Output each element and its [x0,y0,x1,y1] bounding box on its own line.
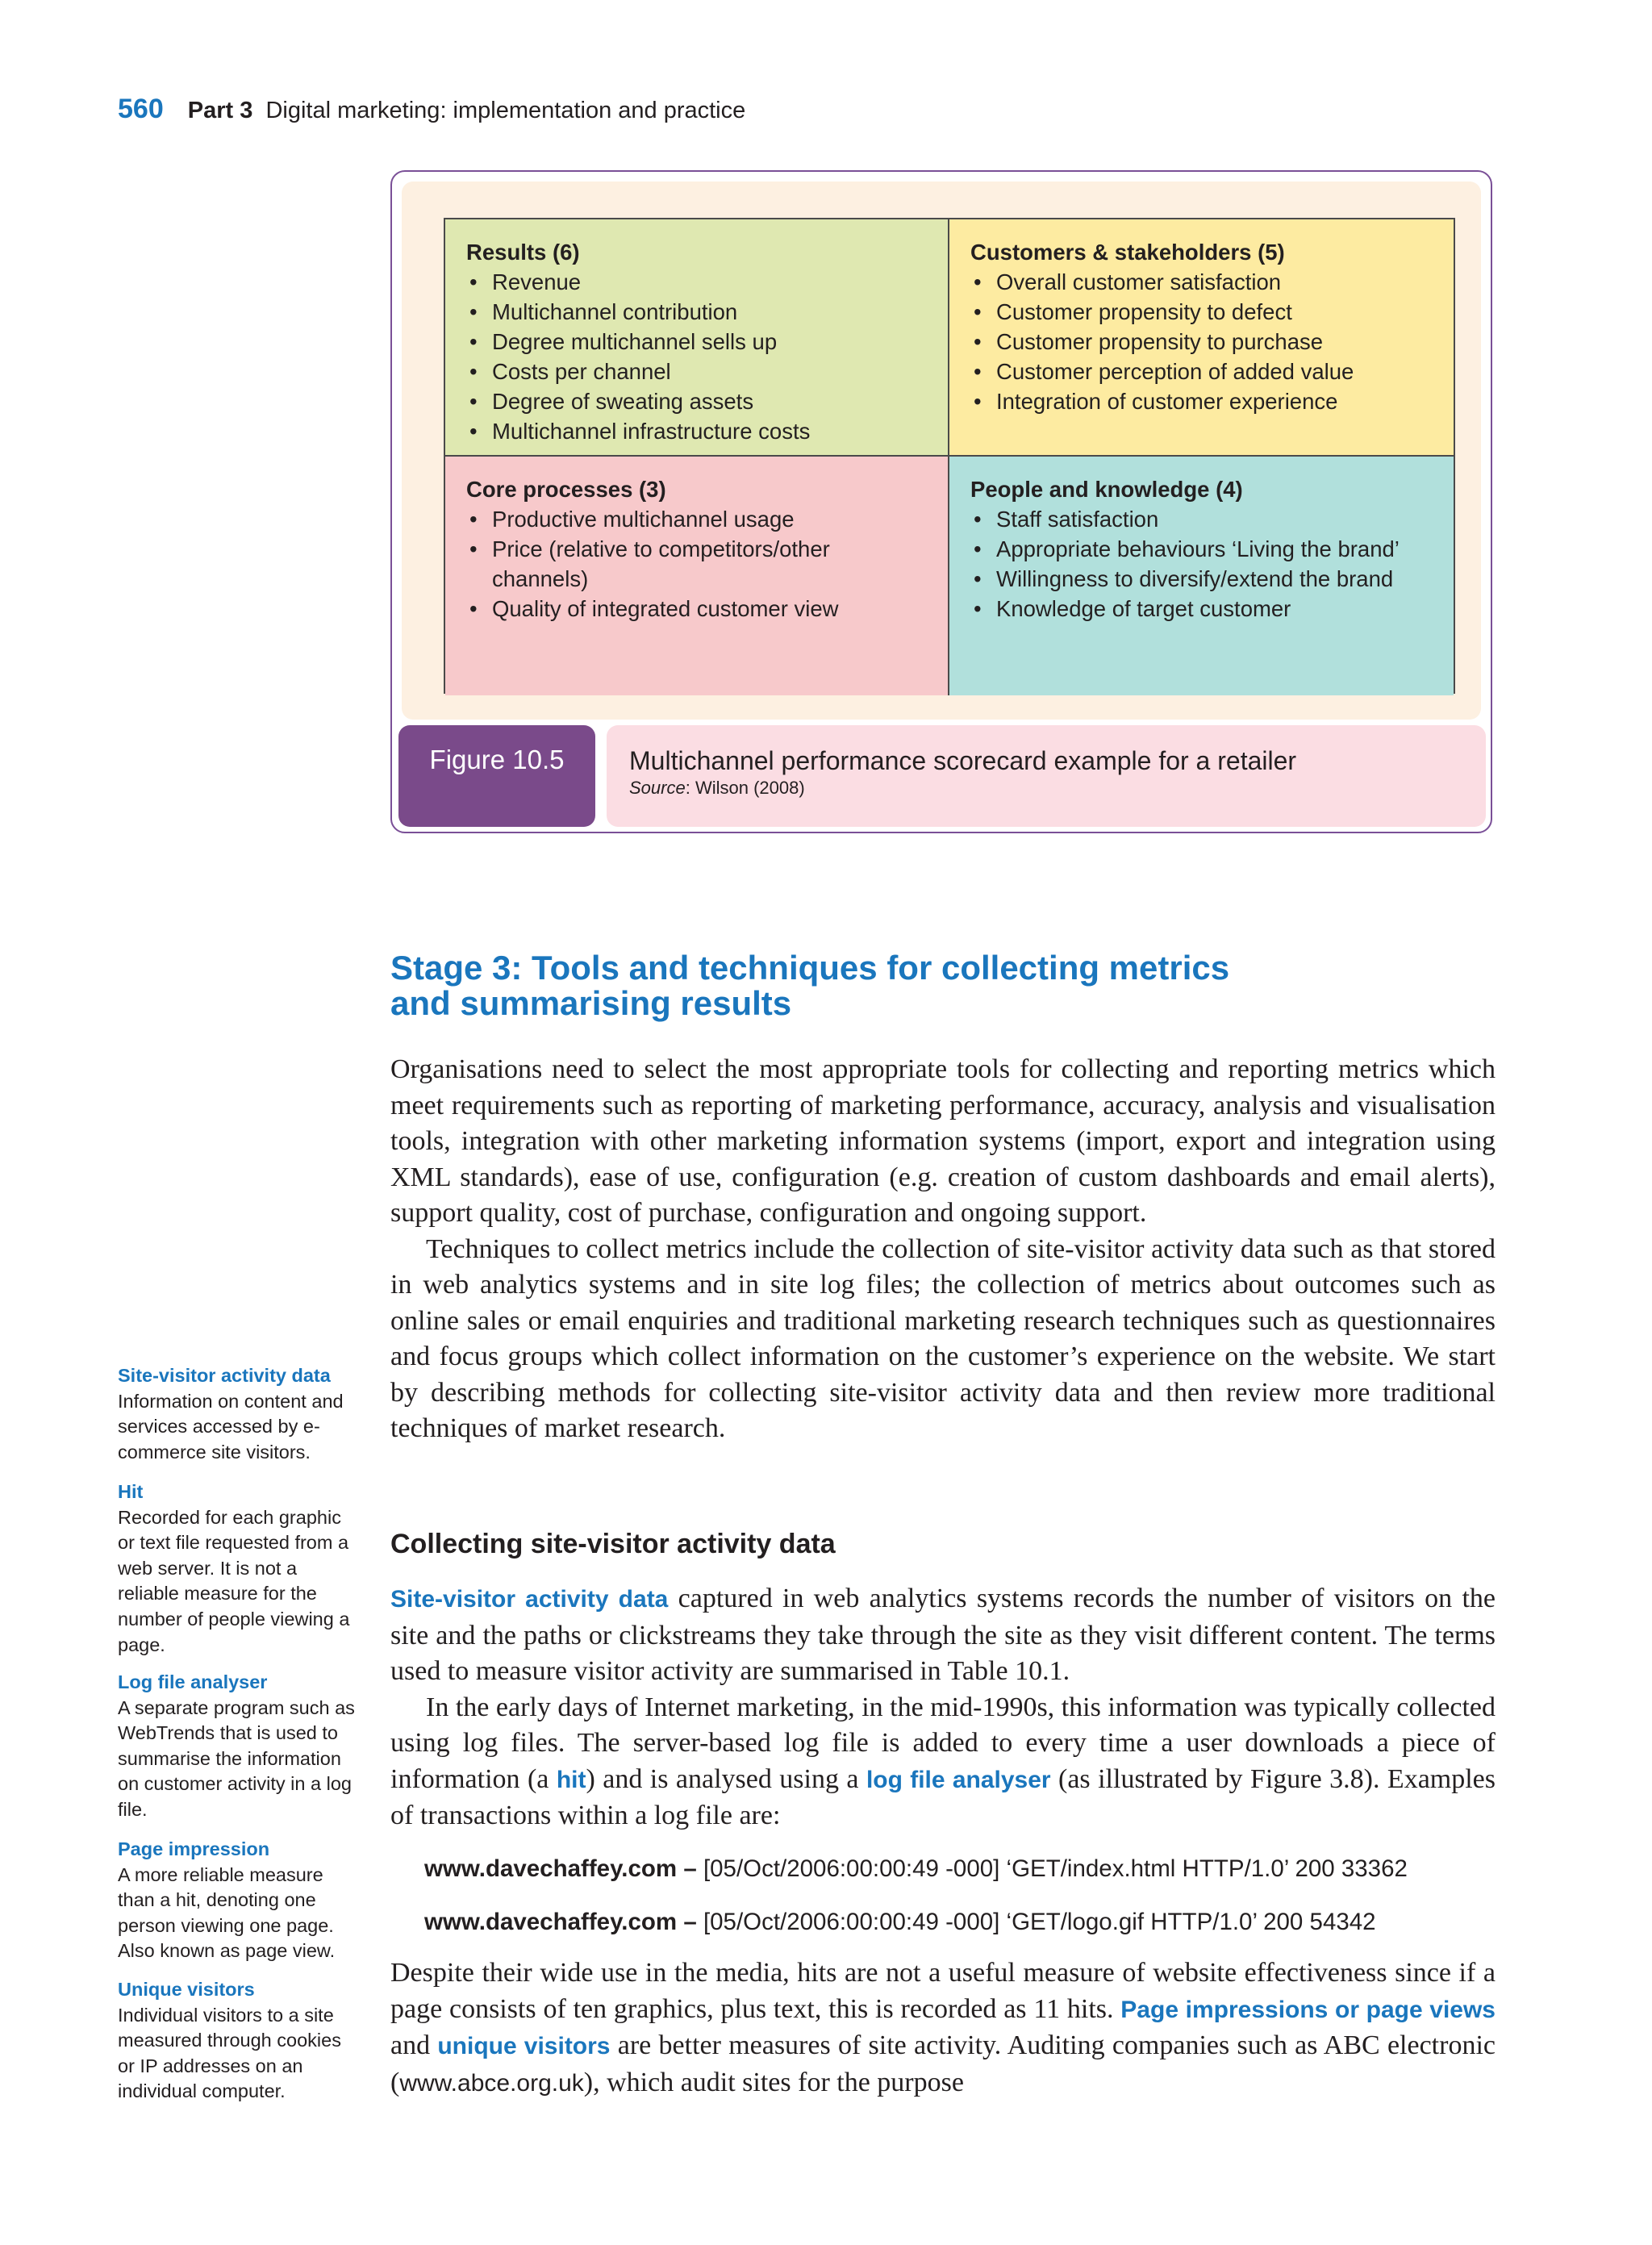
running-head [118,94,745,125]
quadrant-results [445,219,949,457]
log-line: www.davechaffey.com – [05/Oct/2006:00:00:49 -000] ‘GET/index.html HTTP/1.0’ 200 33362 [424,1855,1408,1882]
list-item: • Integration of customer experience [970,386,1437,416]
glossary-entry [118,1363,360,1465]
paragraph: In the early days of Internet marketing, in the mid-1990s, this information was typically collected using log files. The server-based log file is added to every time a user downloads a piece of information (a hit) and is analysed using a log file analyser (as illustrated by Figure 3.8). Examples of transactions within a log file are: [390,1692,1496,1830]
list-item: • Degree multichannel sells up [466,327,932,357]
quadrant-title: Core processes (3) [466,477,666,502]
paragraph: Organisations need to select the most appropriate tools for collecting and reporting metrics which meet requirements such as reporting of marketing performance, accuracy, analysis and visualisation tools, integration with other marketing information systems (import, export and integration using XML standards), ease of use, configuration (e.g. creation of custom dashboards and email alerts), support quality, cost of purchase, configuration and ongoing support. [390,1054,1496,1228]
section-heading-line1: Stage 3: Tools and techniques for collecting metrics [390,949,1230,987]
page-number: 560 [118,94,164,124]
glossary-definition: A separate program such as WebTrends that is used to summarise the information on customer activity in a log file. [118,1696,355,1820]
figure-label: Figure 10.5 [398,725,595,827]
glossary-definition: Recorded for each graphic or text file requested from a web server. It is not a reliable measure for the number of people viewing a page. [118,1506,350,1655]
glossary-definition: Information on content and services accessed by e-commerce site visitors. [118,1390,344,1463]
quadrant-people-knowledge [949,457,1454,695]
list-item: • Customer propensity to defect [970,297,1437,327]
list-item: • Revenue [466,267,932,297]
body-text-block-2 [390,1581,1496,1834]
subheading: Collecting site-visitor activity data [390,1529,836,1559]
part-title: Digital marketing: implementation and practice [265,98,746,123]
key-term: hit [556,1766,586,1793]
part-label: Part 3 [187,98,253,123]
source-label: Source [629,778,686,798]
list-item: • Appropriate behaviours ‘Living the brand’ [970,534,1437,564]
key-term: Site-visitor activity data [390,1586,669,1613]
list-item: • Productive multichannel usage [466,504,932,534]
glossary-entry [118,1479,360,1658]
source-text: : Wilson (2008) [685,778,805,798]
log-line: www.davechaffey.com – [05/Oct/2006:00:00:49 -000] ‘GET/logo.gif HTTP/1.0’ 200 54342 [424,1909,1376,1935]
paragraph: Despite their wide use in the media, hits are not a useful measure of website effectiveness since if a page consists of ten graphics, plus text, this is recorded as 11 hits. Page impressions or page views and unique visitors are better measures of site activity. Auditing companies such as ABC electronic (www.abce.org.uk), which audit sites for the purpose [390,1958,1496,2097]
list-item: • Quality of integrated customer view [466,594,932,624]
list-item: • Price (relative to competitors/other channels) [466,534,932,594]
list-item: • Degree of sweating assets [466,386,932,416]
body-text-block-1 [390,1052,1496,1447]
quadrant-title: Results (6) [466,240,580,265]
list-item: • Customer perception of added value [970,357,1437,386]
glossary-term: Page impression [118,1838,270,1859]
body-text-block-3 [390,1955,1496,2101]
glossary-term: Log file analyser [118,1671,268,1692]
list-item: • Overall customer satisfaction [970,267,1437,297]
paragraph: Site-visitor activity data captured in web analytics systems records the number of visitors on the site and the paths or clickstreams they take through the site as they visit different content. The terms used to measure visitor activity are summarised in Table 10.1. [390,1584,1496,1686]
figure-source [629,778,1486,799]
list-item: • Costs per channel [466,357,932,386]
glossary-term: Hit [118,1481,144,1502]
figure-caption-title: Multichannel performance scorecard example for a retailer [629,746,1297,775]
key-term: log file analyser [866,1766,1051,1793]
list-item: • Customer propensity to purchase [970,327,1437,357]
quadrant-customers-stakeholders [949,219,1454,457]
list-item: • Multichannel infrastructure costs [466,416,932,446]
section-heading-line2: and summarising results [390,984,792,1022]
quadrant-title: People and knowledge (4) [970,477,1243,502]
section-heading [390,950,1439,1021]
list-item: • Willingness to diversify/extend the brand [970,564,1437,594]
list-item: • Knowledge of target customer [970,594,1437,624]
list-item: • Staff satisfaction [970,504,1437,534]
quadrant-title: Customers & stakeholders (5) [970,240,1285,265]
glossary-term: Unique visitors [118,1979,255,2000]
figure-caption [607,725,1486,827]
scorecard-grid [444,218,1455,694]
glossary-definition: A more reliable measure than a hit, denoting one person viewing one page. Also known as page view. [118,1863,336,1962]
url-text: www.abce.org.uk [399,2069,584,2097]
figure-10-5 [390,170,1492,833]
glossary-term: Site-visitor activity data [118,1365,331,1386]
paragraph: Techniques to collect metrics include the collection of site-visitor activity data such as that stored in web analytics systems and in site log files; the collection of metrics about outcomes such as online sales or email enquiries and traditional marketing research techniques such as questionnaires and focus groups which collect information on the customer’s experience on the website. We start by describing methods for collecting site-visitor activity data and then review more traditional techniques of market research. [390,1233,1496,1443]
figure-background [402,182,1481,720]
list-item: • Multichannel contribution [466,297,932,327]
glossary-entry [118,1977,360,2105]
glossary-entry [118,1837,360,1964]
key-term: unique visitors [437,2033,611,2059]
glossary-entry [118,1670,360,1823]
quadrant-core-processes [445,457,949,695]
glossary-definition: Individual visitors to a site measured through cookies or IP addresses on an individual computer. [118,2004,341,2102]
key-term: Page impressions or page views [1120,1996,1496,2023]
